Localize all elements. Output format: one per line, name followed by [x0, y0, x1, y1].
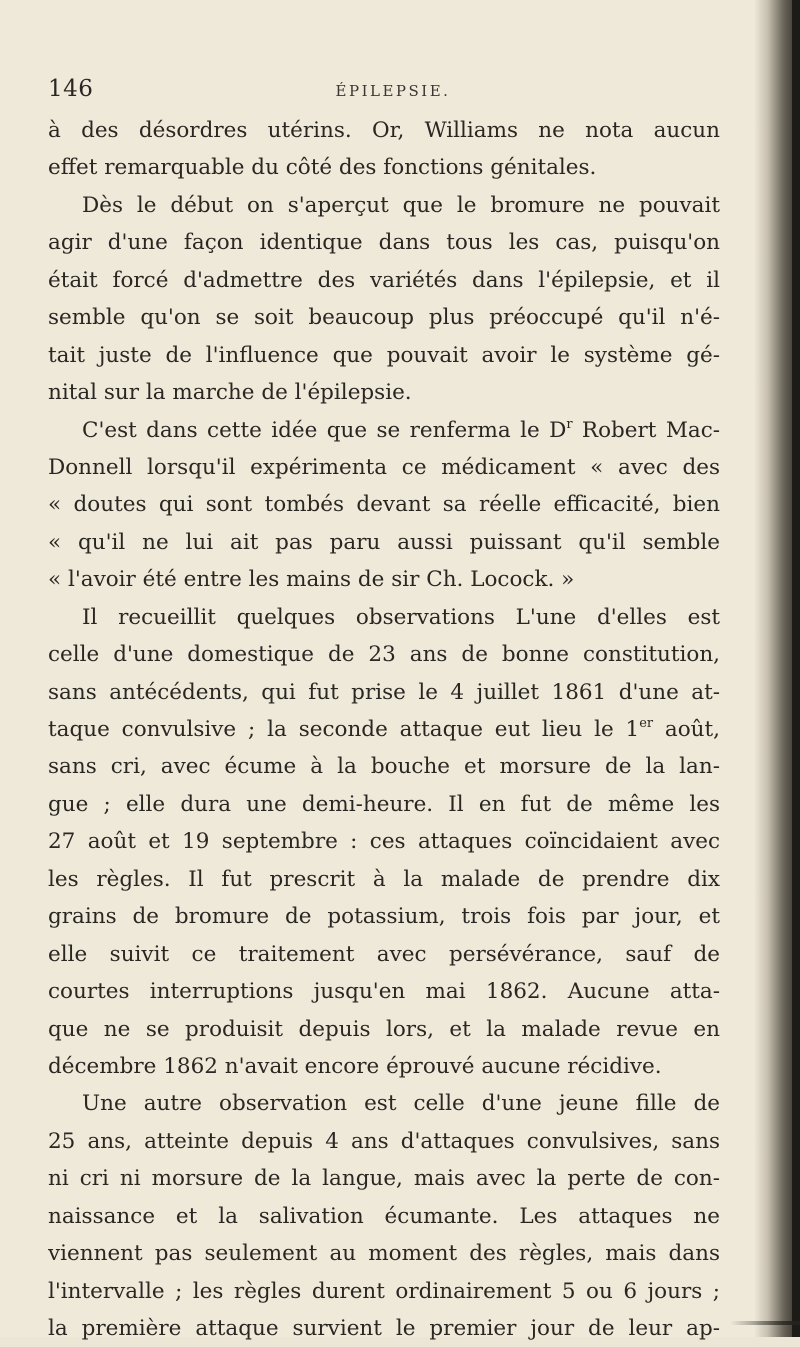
text-line: que ne se produisit depuis lors, et la malade revue en	[48, 1016, 720, 1042]
text-line: « l'avoir été entre les mains de sir Ch. Locock. »	[48, 567, 575, 593]
text-line: grains de bromure de potassium, trois fois par jour, et	[48, 904, 720, 930]
text-line: l'intervalle ; les règles durent ordinairement 5 ou 6 jours ;	[48, 1278, 720, 1304]
text-segment: taque convulsive ; la seconde attaque eut lieu le 1	[48, 717, 640, 742]
text-line: sans antécédents, qui fut prise le 4 juillet 1861 d'une at-	[48, 679, 720, 705]
text-line: effet remarquable du côté des fonctions génitales.	[48, 155, 597, 181]
text-segment: C'est dans cette idée que se renferma le D	[82, 417, 567, 443]
text-line: naissance et la salivation écumante. Les attaques ne	[48, 1203, 720, 1229]
text-line: semble qu'on se soit beaucoup plus préoccupé qu'il n'é-	[48, 305, 720, 331]
text-line: la première attaque survient le premier jour de leur ap-	[48, 1316, 720, 1341]
text-segment: août,	[653, 717, 720, 742]
text-line: Une autre observation est celle d'une jeune fille de	[82, 1091, 720, 1117]
text-line	[48, 412, 720, 449]
text-line: 25 ans, atteinte depuis 4 ans d'attaques convulsives, sans	[48, 1128, 720, 1154]
text-line: « doutes qui sont tombés devant sa réelle efficacité, bien	[48, 492, 720, 518]
text-line	[48, 711, 720, 748]
text-line: « qu'il ne lui ait pas paru aussi puissant qu'il semble	[48, 529, 720, 555]
text-line: ni cri ni morsure de la langue, mais avec la perte de con-	[48, 1166, 720, 1192]
superscript: er	[639, 715, 654, 731]
text-line: les règles. Il fut prescrit à la malade de prendre dix	[48, 866, 720, 892]
text-line: celle d'une domestique de 23 ans de bonne constitution,	[48, 642, 720, 668]
text-line: Donnell lorsqu'il expérimenta ce médicament « avec des	[48, 454, 720, 480]
page-number: 146	[48, 76, 94, 102]
text-line: à des désordres utérins. Or, Williams ne nota aucun	[48, 118, 720, 143]
text-line: elle suivit ce traitement avec persévérance, sauf de	[48, 941, 720, 967]
text-line: viennent pas seulement au moment des règles, mais dans	[48, 1241, 720, 1267]
text-line: nital sur la marche de l'épilepsie.	[48, 380, 412, 406]
running-title: ÉPILEPSIE.	[335, 82, 451, 100]
body-text	[48, 112, 720, 1347]
text-line: agir d'une façon identique dans tous les cas, puisqu'on	[48, 230, 720, 256]
superscript: r	[566, 416, 573, 432]
text-line: courtes interruptions jusqu'en mai 1862. Aucune atta-	[48, 979, 720, 1005]
text-line: tait juste de l'influence que pouvait avoir le système gé-	[48, 342, 720, 368]
text-line: décembre 1862 n'avait encore éprouvé aucune récidive.	[48, 1053, 662, 1079]
text-line: Dès le début on s'aperçut que le bromure ne pouvait	[82, 192, 720, 218]
page-edge	[792, 0, 800, 1337]
text-segment: Robert Mac-	[572, 417, 720, 443]
text-line: Il recueillit quelques observations L'une d'elles est	[82, 604, 720, 630]
text-line: 27 août et 19 septembre : ces attaques coïncidaient avec	[48, 829, 720, 855]
text-line: gue ; elle dura une demi-heure. Il en fut de même les	[48, 791, 720, 817]
bottom-edge-mark	[730, 1321, 800, 1325]
text-line: était forcé d'admettre des variétés dans l'épilepsie, et il	[48, 267, 720, 293]
page-header	[48, 76, 738, 106]
text-line: sans cri, avec écume à la bouche et morsure de la lan-	[48, 754, 720, 780]
